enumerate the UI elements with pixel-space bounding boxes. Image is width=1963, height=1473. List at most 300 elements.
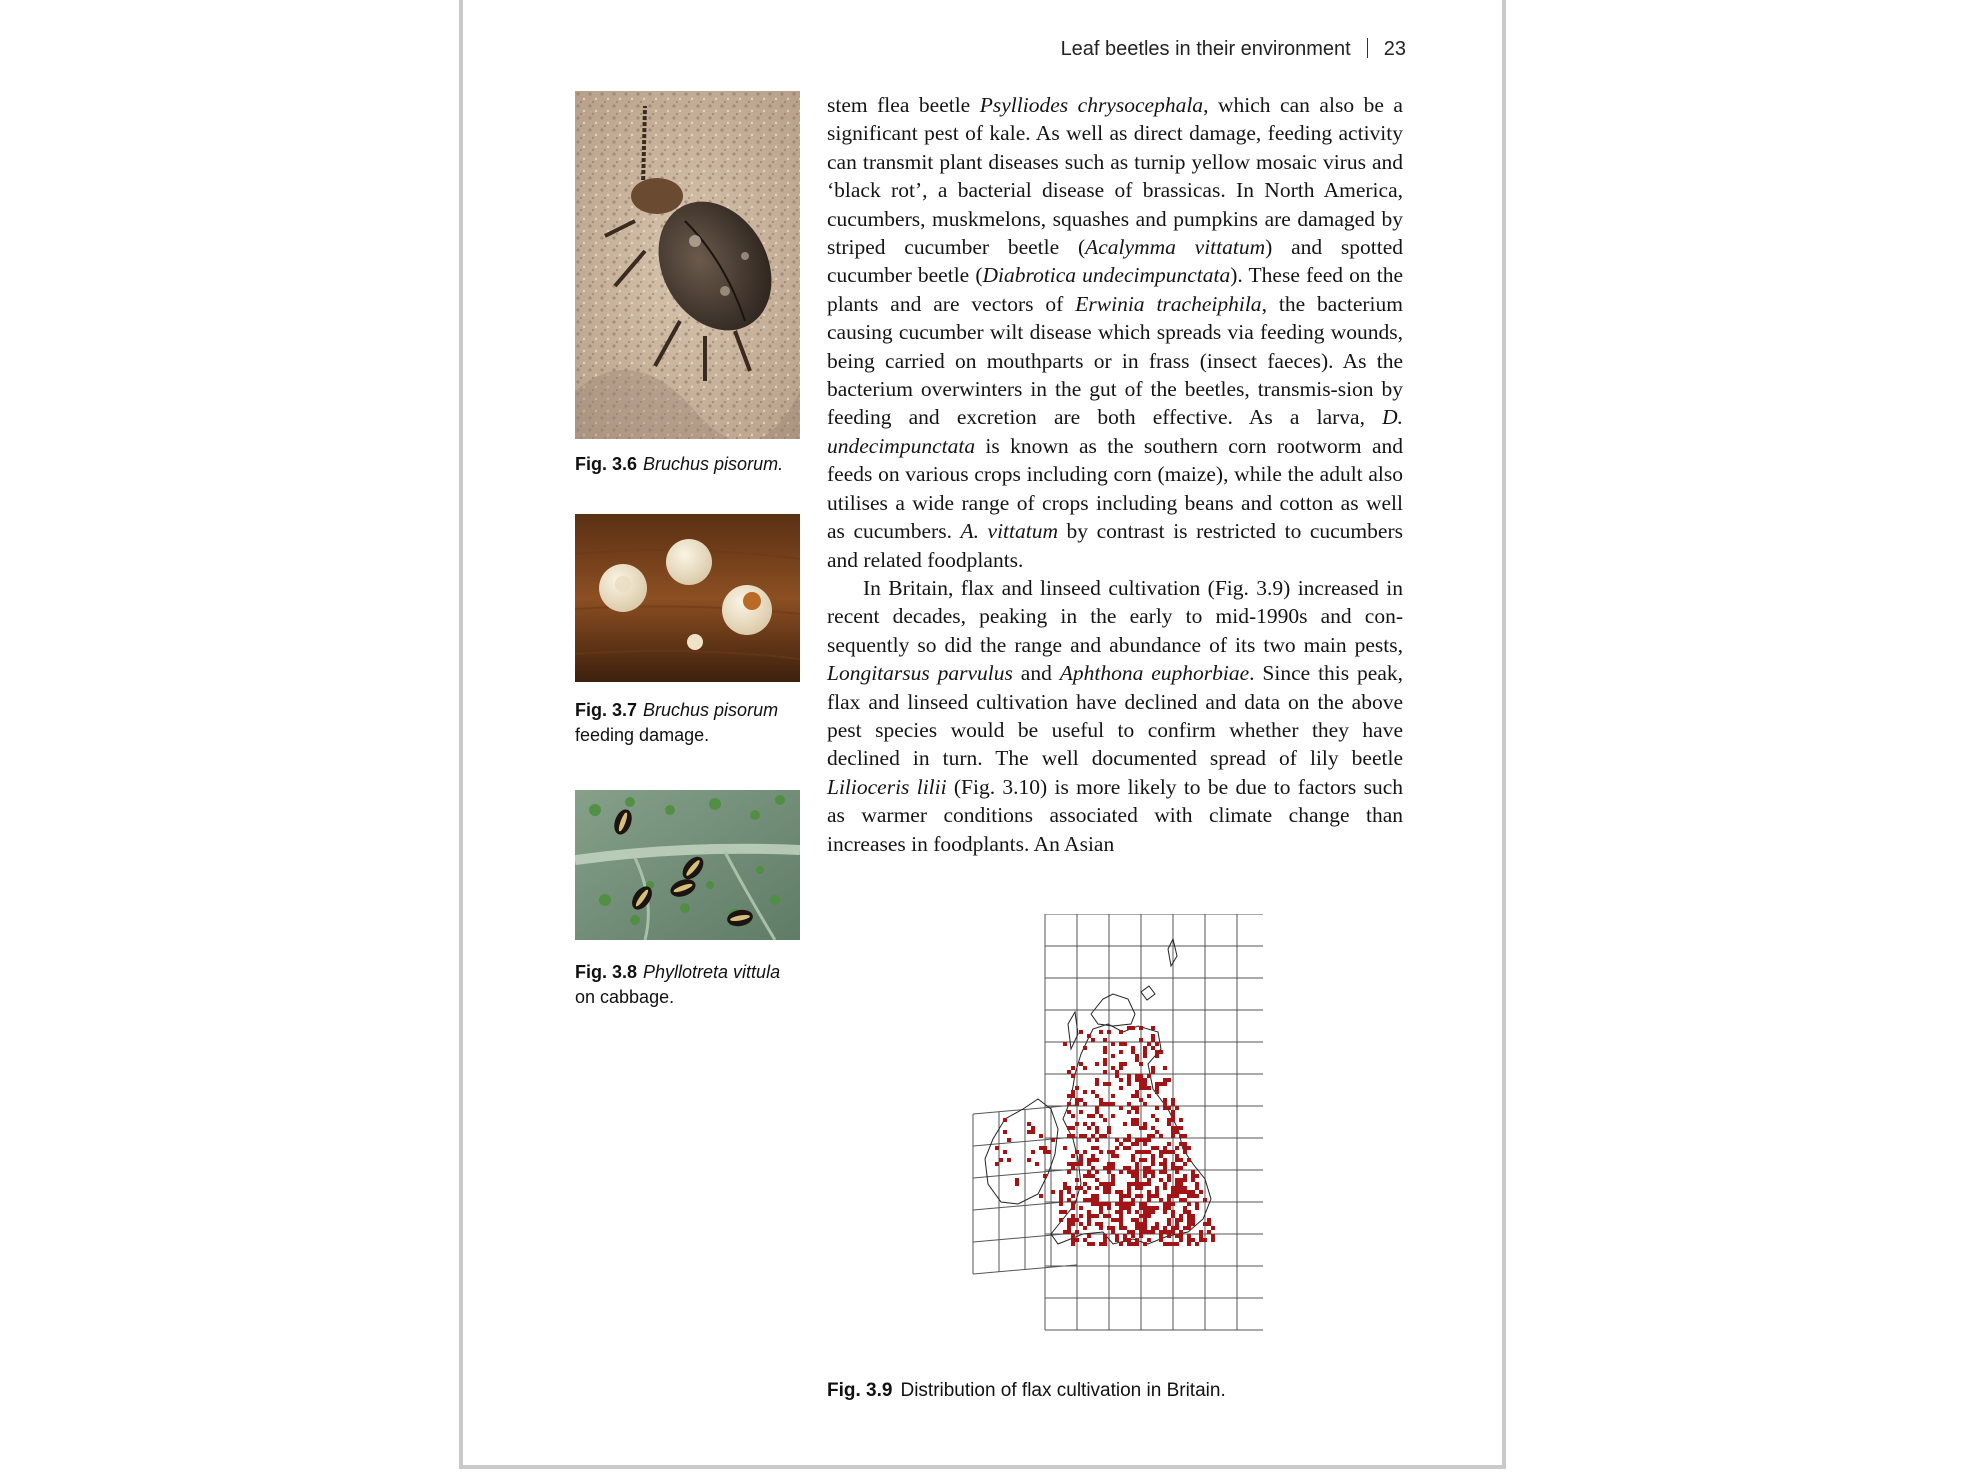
- distribution-record: [1135, 1210, 1139, 1214]
- distribution-record: [1195, 1194, 1199, 1198]
- distribution-record: [1147, 1178, 1151, 1182]
- distribution-record: [1151, 1146, 1155, 1150]
- distribution-record: [1163, 1150, 1167, 1154]
- distribution-record: [1071, 1218, 1075, 1222]
- distribution-record: [1075, 1086, 1079, 1090]
- distribution-record: [1187, 1222, 1191, 1226]
- distribution-record: [1067, 1230, 1071, 1234]
- distribution-record: [1135, 1054, 1139, 1058]
- distribution-record: [1079, 1154, 1083, 1158]
- distribution-record: [1159, 1162, 1163, 1166]
- distribution-record: [1003, 1118, 1007, 1122]
- distribution-record: [1135, 1150, 1139, 1154]
- distribution-record: [1163, 1170, 1167, 1174]
- distribution-record: [1179, 1234, 1183, 1238]
- distribution-record: [1207, 1222, 1211, 1226]
- distribution-record: [1187, 1238, 1191, 1242]
- paragraph-2: [827, 574, 1403, 858]
- distribution-record: [1131, 1230, 1135, 1234]
- distribution-record: [1167, 1122, 1171, 1126]
- distribution-record: [1103, 1186, 1107, 1190]
- distribution-record: [1151, 1126, 1155, 1130]
- distribution-record: [1071, 1238, 1075, 1242]
- distribution-record: [1111, 1150, 1115, 1154]
- distribution-record: [1107, 1150, 1111, 1154]
- distribution-record: [1135, 1094, 1139, 1098]
- distribution-record: [1151, 1026, 1155, 1030]
- distribution-record: [1139, 1150, 1143, 1154]
- distribution-record: [1123, 1238, 1127, 1242]
- figure-3-7-photo: [575, 514, 800, 682]
- distribution-record: [1091, 1146, 1095, 1150]
- distribution-record: [1107, 1206, 1111, 1210]
- distribution-record: [1087, 1186, 1091, 1190]
- distribution-record: [1143, 1158, 1147, 1162]
- distribution-record: [1151, 1154, 1155, 1158]
- distribution-record: [1187, 1226, 1191, 1230]
- distribution-record: [1139, 1062, 1143, 1066]
- distribution-record: [1187, 1190, 1191, 1194]
- distribution-record: [1139, 1078, 1143, 1082]
- distribution-record: [1143, 1202, 1147, 1206]
- distribution-record: [1059, 1198, 1063, 1202]
- distribution-record: [1119, 1062, 1123, 1066]
- distribution-record: [1175, 1222, 1179, 1226]
- distribution-record: [1175, 1194, 1179, 1198]
- distribution-record: [1127, 1074, 1131, 1078]
- distribution-record: [1107, 1166, 1111, 1170]
- distribution-record: [1119, 1202, 1123, 1206]
- distribution-record: [1151, 1174, 1155, 1178]
- species-name: Bruchus pisorum.: [643, 454, 784, 474]
- distribution-record: [1099, 1202, 1103, 1206]
- distribution-record: [1143, 1214, 1147, 1218]
- distribution-record: [1183, 1198, 1187, 1202]
- distribution-record: [1091, 1198, 1095, 1202]
- distribution-record: [1135, 1110, 1139, 1114]
- distribution-record: [1111, 1166, 1115, 1170]
- distribution-record: [1131, 1106, 1135, 1110]
- distribution-record: [1095, 1082, 1099, 1086]
- distribution-record: [1031, 1150, 1035, 1154]
- distribution-record: [1003, 1150, 1007, 1154]
- distribution-record: [1143, 1050, 1147, 1054]
- distribution-record: [1091, 1114, 1095, 1118]
- distribution-record: [1179, 1158, 1183, 1162]
- distribution-record: [1131, 1170, 1135, 1174]
- distribution-record: [1179, 1118, 1183, 1122]
- distribution-record: [1083, 1150, 1087, 1154]
- distribution-record: [1163, 1206, 1167, 1210]
- distribution-record: [1123, 1062, 1127, 1066]
- figure-label: Fig. 3.9: [827, 1380, 893, 1401]
- distribution-record: [1119, 1050, 1123, 1054]
- distribution-record: [1171, 1110, 1175, 1114]
- distribution-record: [1187, 1194, 1191, 1198]
- distribution-record: [1135, 1074, 1139, 1078]
- distribution-record: [1119, 1106, 1123, 1110]
- distribution-record: [1087, 1170, 1091, 1174]
- distribution-record: [1167, 1230, 1171, 1234]
- distribution-record: [1079, 1158, 1083, 1162]
- distribution-record: [1131, 1202, 1135, 1206]
- distribution-record: [1139, 1126, 1143, 1130]
- distribution-record: [1087, 1222, 1091, 1226]
- distribution-record: [1191, 1214, 1195, 1218]
- distribution-record: [1135, 1222, 1139, 1226]
- distribution-record: [1151, 1134, 1155, 1138]
- distribution-record: [1135, 1106, 1139, 1110]
- distribution-record: [1059, 1190, 1063, 1194]
- distribution-record: [1183, 1186, 1187, 1190]
- distribution-record: [1159, 1150, 1163, 1154]
- distribution-record: [1151, 1170, 1155, 1174]
- distribution-record: [1135, 1138, 1139, 1142]
- distribution-record: [1163, 1146, 1167, 1150]
- distribution-record: [1099, 1182, 1103, 1186]
- distribution-record: [1147, 1134, 1151, 1138]
- distribution-record: [1031, 1126, 1035, 1130]
- distribution-record: [1075, 1162, 1079, 1166]
- distribution-record: [1167, 1242, 1171, 1246]
- distribution-record: [1175, 1158, 1179, 1162]
- distribution-record: [1179, 1198, 1183, 1202]
- distribution-record: [1151, 1046, 1155, 1050]
- distribution-record: [1167, 1106, 1171, 1110]
- distribution-record: [1099, 1206, 1103, 1210]
- distribution-record: [1079, 1214, 1083, 1218]
- species-name: A. vittatum: [960, 519, 1059, 544]
- distribution-record: [1107, 1182, 1111, 1186]
- distribution-record: [1135, 1242, 1139, 1246]
- distribution-record: [1063, 1042, 1067, 1046]
- distribution-record: [1143, 1150, 1147, 1154]
- distribution-record: [1103, 1062, 1107, 1066]
- distribution-record: [1059, 1202, 1063, 1206]
- distribution-record: [1163, 1166, 1167, 1170]
- distribution-record: [1131, 1122, 1135, 1126]
- distribution-record: [1127, 1110, 1131, 1114]
- distribution-record: [1071, 1090, 1075, 1094]
- distribution-record: [1127, 1186, 1131, 1190]
- distribution-record: [1135, 1238, 1139, 1242]
- distribution-record: [1091, 1242, 1095, 1246]
- distribution-record: [1175, 1178, 1179, 1182]
- distribution-record: [1107, 1162, 1111, 1166]
- distribution-record: [1151, 1038, 1155, 1042]
- distribution-record: [1103, 1118, 1107, 1122]
- distribution-record: [1127, 1190, 1131, 1194]
- species-name: Bruchus pisorum: [643, 700, 779, 720]
- figure-label: Fig. 3.6: [575, 454, 638, 474]
- distribution-record: [1131, 1234, 1135, 1238]
- distribution-record: [1135, 1142, 1139, 1146]
- distribution-record: [1147, 1190, 1151, 1194]
- distribution-record: [1127, 1078, 1131, 1082]
- distribution-record: [1095, 1202, 1099, 1206]
- distribution-record: [1143, 1222, 1147, 1226]
- distribution-record: [1067, 1126, 1071, 1130]
- distribution-record: [1103, 1038, 1107, 1042]
- distribution-record: [1027, 1158, 1031, 1162]
- distribution-record: [1167, 1234, 1171, 1238]
- distribution-record: [1099, 1134, 1103, 1138]
- text-run: (Fig. 3.10) is more likely to be due to factors such as warmer conditions associated with climate change than increases in foodplants. An Asian: [827, 774, 1403, 856]
- distribution-record: [1147, 1086, 1151, 1090]
- distribution-record: [1175, 1166, 1179, 1170]
- distribution-record: [1135, 1078, 1139, 1082]
- distribution-record: [1067, 1134, 1071, 1138]
- distribution-record: [1135, 1178, 1139, 1182]
- distribution-record: [1087, 1214, 1091, 1218]
- distribution-record: [1111, 1182, 1115, 1186]
- distribution-record: [1087, 1114, 1091, 1118]
- distribution-record: [1131, 1198, 1135, 1202]
- distribution-record: [1179, 1142, 1183, 1146]
- text-run: ) and spotted cucumber beetle (: [827, 235, 1404, 288]
- distribution-record: [1107, 1186, 1111, 1190]
- distribution-record: [1183, 1226, 1187, 1230]
- distribution-record: [1155, 1130, 1159, 1134]
- distribution-record: [1135, 1122, 1139, 1126]
- distribution-record: [1179, 1238, 1183, 1242]
- distribution-record: [1163, 1202, 1167, 1206]
- distribution-record: [1175, 1226, 1179, 1230]
- distribution-record: [1095, 1062, 1099, 1066]
- distribution-record: [1139, 1074, 1143, 1078]
- text-run: , which can also be a significant pest of kale. As well as direct damage, feeding activity can transmit plant diseases such as turnip yellow mosaic virus and ‘black rot’, a bacterial disease of brassicas. In North America, cucumbers, muskmelons, squashes and pumpkins are damaged by striped cucumber beetle (: [827, 93, 1403, 260]
- distribution-record: [1175, 1186, 1179, 1190]
- distribution-record: [1107, 1130, 1111, 1134]
- distribution-record: [1071, 1094, 1075, 1098]
- distribution-record: [1067, 1186, 1071, 1190]
- distribution-record: [1147, 1150, 1151, 1154]
- distribution-record: [1103, 1234, 1107, 1238]
- distribution-record: [1171, 1102, 1175, 1106]
- distribution-record: [1171, 1242, 1175, 1246]
- distribution-record: [1119, 1170, 1123, 1174]
- distribution-record: [1155, 1206, 1159, 1210]
- distribution-record: [1143, 1138, 1147, 1142]
- distribution-record: [1095, 1130, 1099, 1134]
- figure-label: Fig. 3.7: [575, 700, 638, 720]
- distribution-record: [1075, 1218, 1079, 1222]
- distribution-record: [1163, 1182, 1167, 1186]
- distribution-record: [1131, 1094, 1135, 1098]
- distribution-record: [1123, 1226, 1127, 1230]
- distribution-record: [1111, 1042, 1115, 1046]
- distribution-record: [1183, 1190, 1187, 1194]
- distribution-record: [1067, 1190, 1071, 1194]
- distribution-record: [1191, 1170, 1195, 1174]
- distribution-record: [1159, 1230, 1163, 1234]
- distribution-record: [1175, 1242, 1179, 1246]
- distribution-record: [1147, 1206, 1151, 1210]
- distribution-record: [1071, 1202, 1075, 1206]
- distribution-record: [1131, 1158, 1135, 1162]
- distribution-record: [1131, 1218, 1135, 1222]
- distribution-record: [1159, 1154, 1163, 1158]
- distribution-record: [1151, 1158, 1155, 1162]
- distribution-record: [1111, 1178, 1115, 1182]
- distribution-record: [1107, 1126, 1111, 1130]
- distribution-record: [1171, 1194, 1175, 1198]
- distribution-record: [1171, 1118, 1175, 1122]
- distribution-record: [1071, 1234, 1075, 1238]
- distribution-record: [1167, 1202, 1171, 1206]
- distribution-record: [1155, 1226, 1159, 1230]
- distribution-record: [1095, 1126, 1099, 1130]
- running-head-separator: [1367, 38, 1368, 58]
- distribution-record: [1079, 1110, 1083, 1114]
- distribution-record: [1099, 1242, 1103, 1246]
- distribution-record: [1159, 1170, 1163, 1174]
- distribution-record: [1151, 1226, 1155, 1230]
- distribution-record: [1179, 1190, 1183, 1194]
- distribution-record: [1119, 1222, 1123, 1226]
- distribution-record: [1143, 1226, 1147, 1230]
- distribution-record: [1143, 1174, 1147, 1178]
- distribution-record: [1167, 1118, 1171, 1122]
- distribution-record: [1087, 1210, 1091, 1214]
- distribution-record: [1143, 1102, 1147, 1106]
- species-name: Psylliodes chrysocephala: [979, 93, 1204, 117]
- distribution-record: [1091, 1154, 1095, 1158]
- distribution-record: [1095, 1158, 1099, 1162]
- distribution-record: [1175, 1190, 1179, 1194]
- distribution-record: [1111, 1174, 1115, 1178]
- distribution-record: [1095, 1110, 1099, 1114]
- distribution-record: [1131, 1154, 1135, 1158]
- distribution-record: [1087, 1218, 1091, 1222]
- species-name: Diabrotica undecimpunctata: [982, 263, 1231, 288]
- distribution-record: [1163, 1186, 1167, 1190]
- distribution-record: [1147, 1194, 1151, 1198]
- distribution-record: [1147, 1182, 1151, 1186]
- distribution-record: [1211, 1234, 1215, 1238]
- distribution-record: [1171, 1214, 1175, 1218]
- distribution-record: [1167, 1194, 1171, 1198]
- distribution-record: [1127, 1170, 1131, 1174]
- running-head: [600, 38, 1406, 61]
- distribution-record: [1171, 1202, 1175, 1206]
- distribution-record: [1115, 1202, 1119, 1206]
- distribution-record: [1179, 1230, 1183, 1234]
- distribution-record: [999, 1158, 1003, 1162]
- distribution-record: [1087, 1034, 1091, 1038]
- distribution-record: [1139, 1158, 1143, 1162]
- distribution-record: [1155, 1042, 1159, 1046]
- distribution-record: [1103, 1214, 1107, 1218]
- distribution-record: [1115, 1074, 1119, 1078]
- distribution-record: [1155, 1118, 1159, 1122]
- distribution-record: [1067, 1094, 1071, 1098]
- distribution-record: [1087, 1162, 1091, 1166]
- distribution-record: [1135, 1090, 1139, 1094]
- distribution-record: [1199, 1234, 1203, 1238]
- figure-3-6-photo: [575, 91, 800, 439]
- distribution-record: [1147, 1210, 1151, 1214]
- distribution-record: [1175, 1106, 1179, 1110]
- distribution-record: [1075, 1122, 1079, 1126]
- running-head-title: Leaf beetles in their environment: [1060, 38, 1351, 60]
- distribution-record: [1115, 1146, 1119, 1150]
- distribution-record: [1039, 1146, 1043, 1150]
- distribution-record: [1083, 1102, 1087, 1106]
- distribution-record: [1091, 1194, 1095, 1198]
- distribution-record: [1171, 1114, 1175, 1118]
- distribution-record: [1127, 1134, 1131, 1138]
- distribution-record: [1083, 1090, 1087, 1094]
- distribution-record: [1151, 1162, 1155, 1166]
- distribution-record: [1139, 1038, 1143, 1042]
- distribution-record: [1131, 1174, 1135, 1178]
- distribution-record: [1099, 1222, 1103, 1226]
- distribution-record: [1195, 1186, 1199, 1190]
- distribution-record: [1179, 1166, 1183, 1170]
- distribution-record: [1127, 1138, 1131, 1142]
- distribution-record: [1095, 1214, 1099, 1218]
- distribution-record: [1091, 1134, 1095, 1138]
- distribution-record: [1143, 1054, 1147, 1058]
- distribution-record: [1051, 1190, 1055, 1194]
- distribution-record: [1075, 1098, 1079, 1102]
- text-run: . Since this peak, flax and linseed cultivation have declined and data on the above pest species would be useful to confirm whether they have declined in turn. The well documented spread of lily beetle: [827, 661, 1403, 771]
- distribution-record: [1135, 1218, 1139, 1222]
- distribution-record: [1071, 1242, 1075, 1246]
- distribution-record: [1171, 1210, 1175, 1214]
- distribution-record: [1187, 1146, 1191, 1150]
- distribution-record: [1119, 1086, 1123, 1090]
- distribution-record: [1191, 1222, 1195, 1226]
- distribution-record: [1039, 1194, 1043, 1198]
- distribution-record: [1135, 1162, 1139, 1166]
- distribution-record: [1127, 1230, 1131, 1234]
- distribution-record: [1139, 1098, 1143, 1102]
- distribution-record: [1083, 1182, 1087, 1186]
- distribution-record: [1147, 1170, 1151, 1174]
- distribution-record: [1091, 1090, 1095, 1094]
- distribution-record: [1175, 1154, 1179, 1158]
- distribution-record: [1147, 1094, 1151, 1098]
- distribution-record: [1167, 1222, 1171, 1226]
- distribution-record: [1135, 1186, 1139, 1190]
- distribution-record: [1111, 1094, 1115, 1098]
- distribution-record: [1115, 1210, 1119, 1214]
- distribution-record: [1179, 1182, 1183, 1186]
- distribution-record: [1095, 1186, 1099, 1190]
- distribution-record: [1159, 1234, 1163, 1238]
- distribution-record: [1067, 1170, 1071, 1174]
- distribution-record: [1111, 1066, 1115, 1070]
- distribution-record: [1207, 1218, 1211, 1222]
- distribution-record: [1187, 1202, 1191, 1206]
- distribution-record: [1115, 1138, 1119, 1142]
- distribution-record: [1075, 1102, 1079, 1106]
- distribution-record: [1071, 1206, 1075, 1210]
- distribution-record: [1095, 1094, 1099, 1098]
- distribution-record: [1139, 1206, 1143, 1210]
- distribution-record: [1143, 1230, 1147, 1234]
- distribution-record: [1139, 1194, 1143, 1198]
- body-text: [827, 91, 1403, 858]
- distribution-record: [1195, 1174, 1199, 1178]
- distribution-record: [1135, 1226, 1139, 1230]
- distribution-record: [995, 1146, 999, 1150]
- caption-text: feeding damage.: [575, 725, 710, 745]
- distribution-record: [1171, 1230, 1175, 1234]
- distribution-record: [1103, 1070, 1107, 1074]
